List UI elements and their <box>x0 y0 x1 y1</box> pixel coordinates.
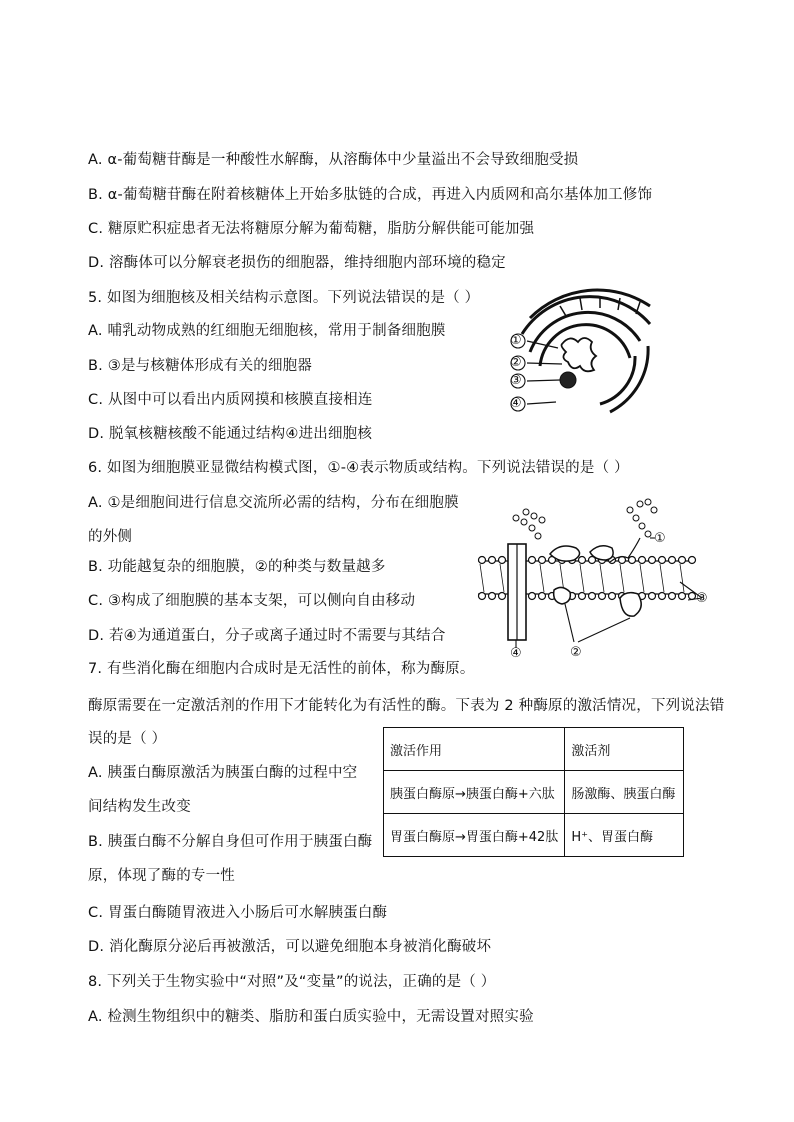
q7-option-b-line2: 原，体现了酶的专一性 <box>88 868 235 884</box>
membrane-label-1: ① <box>654 531 666 546</box>
q7-option-b-line1: B. 胰蛋白酶不分解自身但可作用于胰蛋白酶 <box>88 834 373 850</box>
q7-option-a-line1: A. 胰蛋白酶原激活为胰蛋白酶的过程中空 <box>88 765 358 781</box>
membrane-label-2: ② <box>570 645 582 660</box>
q6-stem: 6. 如图为细胞膜亚显微结构模式图，①-④表示物质或结构。下列说法错误的是（ ） <box>88 460 629 476</box>
q7-stem-line2: 酶原需要在一定激活剂的作用下才能转化为有活性的酶。下表为 2 种酶原的激活情况，下列说法错 <box>88 698 725 714</box>
q8-option-a: A. 检测生物组织中的糖类、脂肪和蛋白质实验中，无需设置对照实验 <box>88 1009 534 1025</box>
cell-membrane-diagram <box>470 490 720 665</box>
nucleus-label-1: ① <box>510 333 522 348</box>
membrane-label-4: ④ <box>510 646 522 661</box>
table-row <box>384 814 684 857</box>
q7-option-c: C. 胃蛋白酶随胃液进入小肠后可水解胰蛋白酶 <box>88 905 388 921</box>
q6-option-a-line1: A. ①是细胞间进行信息交流所必需的结构，分布在细胞膜 <box>88 495 459 511</box>
q7-option-a-line2: 间结构发生改变 <box>88 799 191 815</box>
table-row <box>384 771 684 814</box>
nucleus-diagram <box>500 286 660 416</box>
q4-option-b: B. α-葡萄糖苷酶在附着核糖体上开始多肽链的合成，再进入内质网和高尔基体加工修饰 <box>88 187 653 203</box>
q8-stem: 8. 下列关于生物实验中“对照”及“变量”的说法，正确的是（ ） <box>88 974 496 990</box>
q5-stem: 5. 如图为细胞核及相关结构示意图。下列说法错误的是（ ） <box>88 290 480 306</box>
q6-option-b: B. 功能越复杂的细胞膜，②的种类与数量越多 <box>88 559 386 575</box>
table-cell: 胰蛋白酶原→胰蛋白酶+六肽 <box>384 771 565 814</box>
q7-stem-line1: 7. 有些消化酶在细胞内合成时是无活性的前体，称为酶原。 <box>88 661 475 677</box>
table-header-row <box>384 728 684 771</box>
q6-option-d: D. 若④为通道蛋白，分子或离子通过时不需要与其结合 <box>88 628 446 644</box>
q4-option-d: D. 溶酶体可以分解衰老损伤的细胞器，维持细胞内部环境的稳定 <box>88 255 506 271</box>
nucleus-label-4: ④ <box>510 396 522 411</box>
q6-option-c: C. ③构成了细胞膜的基本支架，可以侧向自由移动 <box>88 593 416 609</box>
q5-option-d: D. 脱氧核糖核酸不能通过结构④进出细胞核 <box>88 426 373 442</box>
q4-option-a: A. α-葡萄糖苷酶是一种酸性水解酶，从溶酶体中少量溢出不会导致细胞受损 <box>88 152 579 168</box>
q5-option-c: C. 从图中可以看出内质网摸和核膜直接相连 <box>88 392 373 408</box>
table-header-cell: 激活剂 <box>565 728 684 771</box>
table-cell: H⁺、胃蛋白酶 <box>565 814 684 857</box>
table-cell: 胃蛋白酶原→胃蛋白酶+42肽 <box>384 814 565 857</box>
q7-option-d: D. 消化酶原分泌后再被激活，可以避免细胞本身被消化酶破坏 <box>88 939 492 955</box>
q5-option-a: A. 哺乳动物成熟的红细胞无细胞核，常用于制备细胞膜 <box>88 323 446 339</box>
nucleus-label-3: ③ <box>510 373 522 388</box>
table-cell: 肠激酶、胰蛋白酶 <box>565 771 684 814</box>
nucleus-label-2: ② <box>510 355 522 370</box>
table-header-cell: 激活作用 <box>384 728 565 771</box>
q4-option-c: C. 糖原贮积症患者无法将糖原分解为葡萄糖，脂肪分解供能可能加强 <box>88 221 535 237</box>
q5-option-b: B. ③是与核糖体形成有关的细胞器 <box>88 358 313 374</box>
q7-stem-line3: 误的是（ ） <box>88 731 167 747</box>
activation-table <box>383 727 684 857</box>
membrane-label-3: ③ <box>696 591 708 606</box>
q6-option-a-line2: 的外侧 <box>88 529 133 545</box>
